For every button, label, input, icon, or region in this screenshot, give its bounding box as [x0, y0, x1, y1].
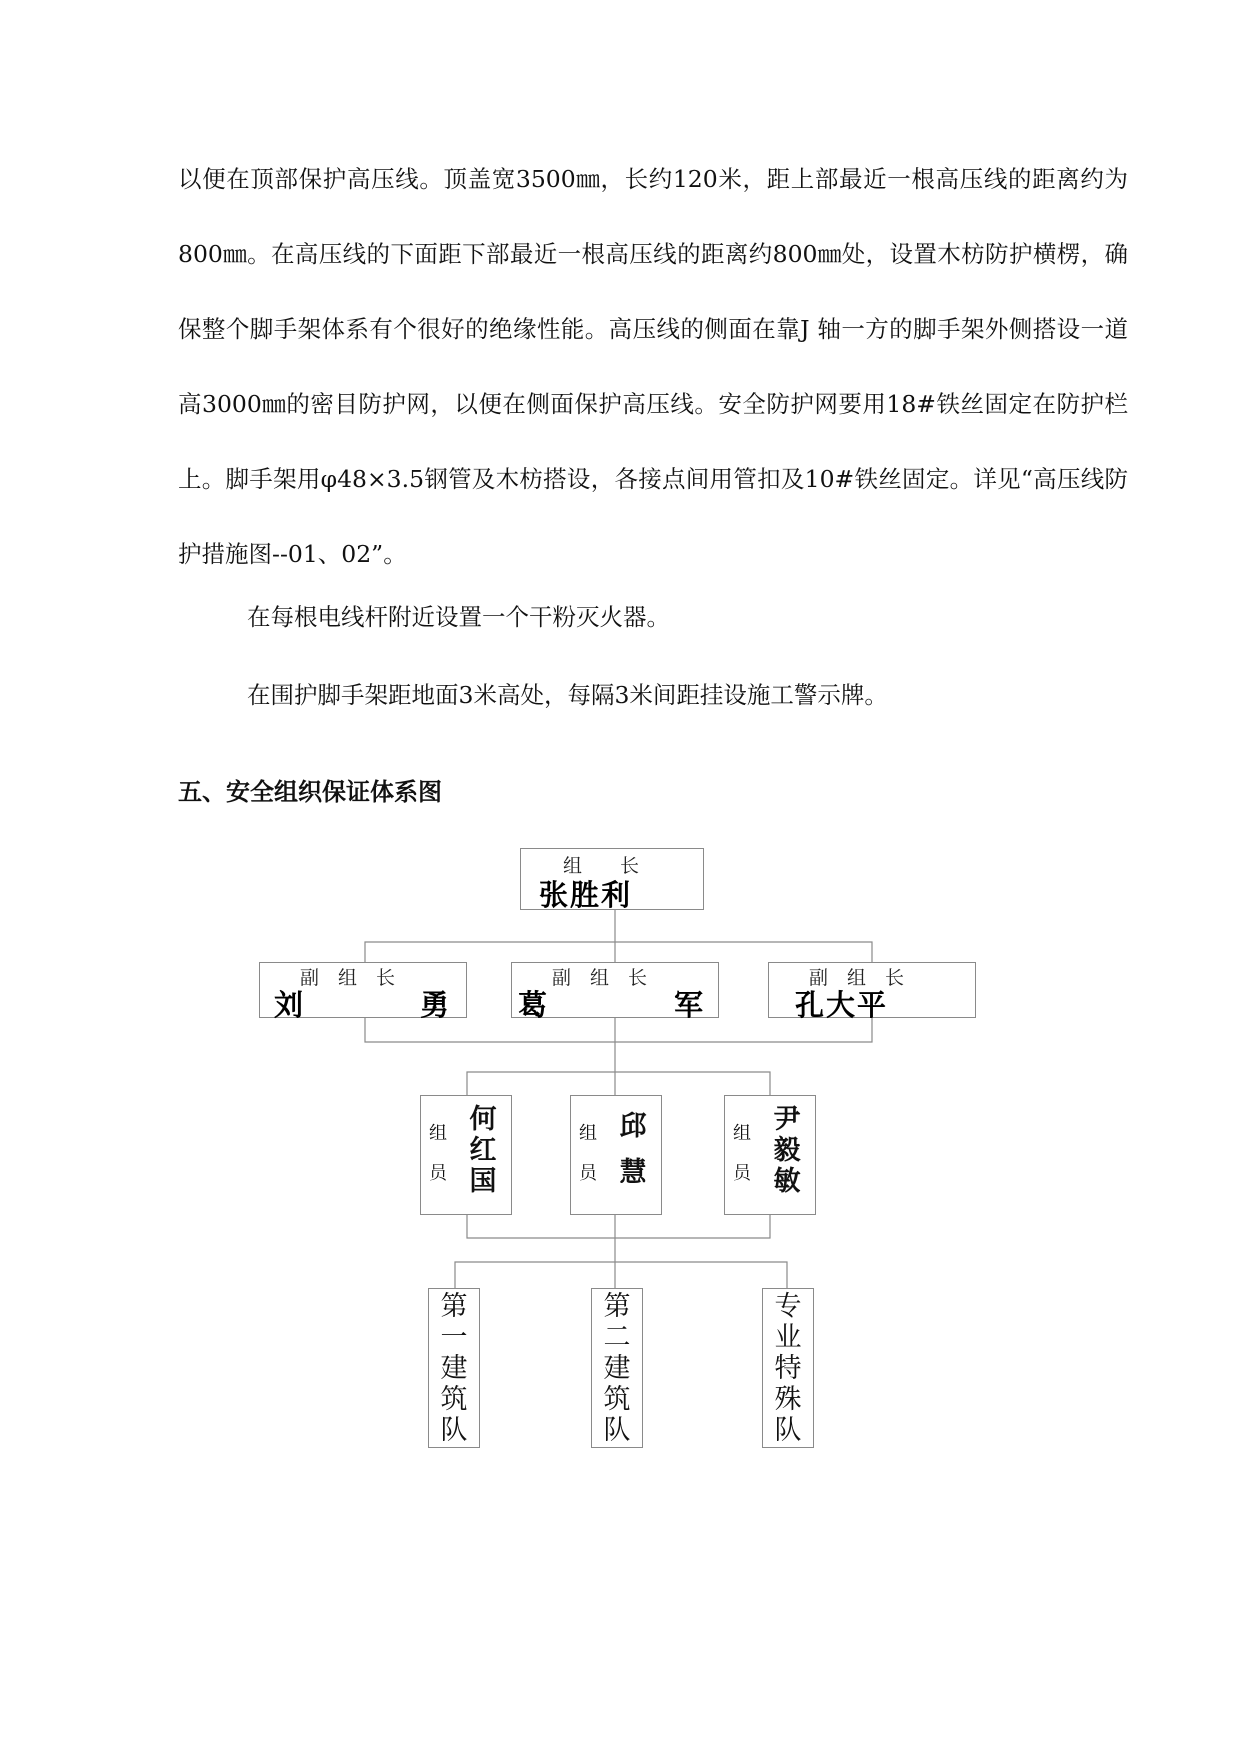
- team-char: 队: [603, 1415, 631, 1446]
- leader-role: 组 长: [563, 855, 640, 877]
- member-box-3: [724, 1095, 816, 1215]
- member-role-char: 员: [733, 1163, 751, 1184]
- member-role: [731, 1114, 753, 1194]
- member-name-char: 毅: [773, 1135, 801, 1166]
- team-char: 队: [774, 1415, 802, 1446]
- deputy-role: 副 组 长: [809, 967, 905, 989]
- team-box-3: [762, 1288, 814, 1448]
- team-char: 第: [440, 1291, 468, 1322]
- member-name-char: 敏: [773, 1166, 801, 1197]
- deputy-name-part: 军: [674, 988, 704, 1022]
- team-char: 筑: [440, 1384, 468, 1415]
- member-name: [769, 1104, 805, 1197]
- member-role: [427, 1114, 449, 1194]
- member-name: [465, 1104, 501, 1197]
- member-role: [577, 1114, 599, 1194]
- team-char: 建: [603, 1353, 631, 1384]
- team-char: 一: [440, 1322, 468, 1353]
- deputy-box-2: [511, 962, 719, 1022]
- leader-name: 张胜利: [539, 878, 633, 912]
- deputy-name: 孔大平: [795, 988, 889, 1022]
- paragraph-text: 以便在顶部保护高压线。顶盖宽3500㎜，长约120米，距上部最近一根高压线的距离约为800㎜。在高压线的下面距下部最近一根高压线的距离约800㎜处，设置木枋防护横楞，确保整个脚手架体系有个很好的绝缘性能。高压线的侧面在靠J 轴一方的脚手架外侧搭设一道高3000㎜的密目防护网，以便在侧面保护高压线。安全防护网要用18#铁丝固定在防护栏上。脚手架用φ48×3.5钢管及木枋搭设，各接点间用管扣及10#铁丝固定。详见“高压线防护措施图--01、02”。: [178, 165, 1128, 568]
- member-role-char: 组: [733, 1123, 751, 1144]
- member-name: [615, 1104, 651, 1196]
- team-char: 建: [440, 1353, 468, 1384]
- member-name-char: 邱: [619, 1111, 647, 1142]
- deputy-box-3: [768, 962, 976, 1022]
- member-name-char: 尹: [773, 1104, 801, 1135]
- team-char: 第: [603, 1291, 631, 1322]
- body-paragraph-3: 在围护脚手架距地面3米高处，每隔3米间距挂设施工警示牌。: [247, 681, 888, 709]
- section-heading: 五、安全组织保证体系图: [178, 778, 442, 806]
- team-char: 二: [603, 1322, 631, 1353]
- deputy-name-part: 葛: [518, 988, 548, 1022]
- body-paragraph-2: 在每根电线杆附近设置一个干粉灭火器。: [247, 603, 670, 631]
- team-name: [592, 1291, 642, 1446]
- team-char: 业: [774, 1322, 802, 1353]
- team-char: 队: [440, 1415, 468, 1446]
- deputy-role: 副 组 长: [300, 967, 396, 989]
- team-box-1: [428, 1288, 480, 1448]
- member-role-char: 组: [429, 1123, 447, 1144]
- team-box-2: [591, 1288, 643, 1448]
- member-name-char: 慧: [619, 1157, 647, 1188]
- deputy-role: 副 组 长: [552, 967, 648, 989]
- member-name-char: 何: [469, 1104, 497, 1135]
- team-char: 专: [774, 1291, 802, 1322]
- leader-box: [520, 848, 704, 910]
- team-name: [763, 1291, 813, 1446]
- team-char: 殊: [774, 1384, 802, 1415]
- deputy-name-part: 刘: [274, 988, 304, 1022]
- member-name-char: 红: [469, 1135, 497, 1166]
- member-role-char: 组: [579, 1123, 597, 1144]
- member-role-char: 员: [579, 1163, 597, 1184]
- team-char: 筑: [603, 1384, 631, 1415]
- deputy-box-1: [259, 962, 467, 1022]
- team-char: 特: [774, 1353, 802, 1384]
- team-name: [429, 1291, 479, 1446]
- member-box-2: [570, 1095, 662, 1215]
- deputy-name-part: 勇: [420, 988, 450, 1022]
- member-role-char: 员: [429, 1163, 447, 1184]
- member-name-char: 国: [469, 1166, 497, 1197]
- member-box-1: [420, 1095, 512, 1215]
